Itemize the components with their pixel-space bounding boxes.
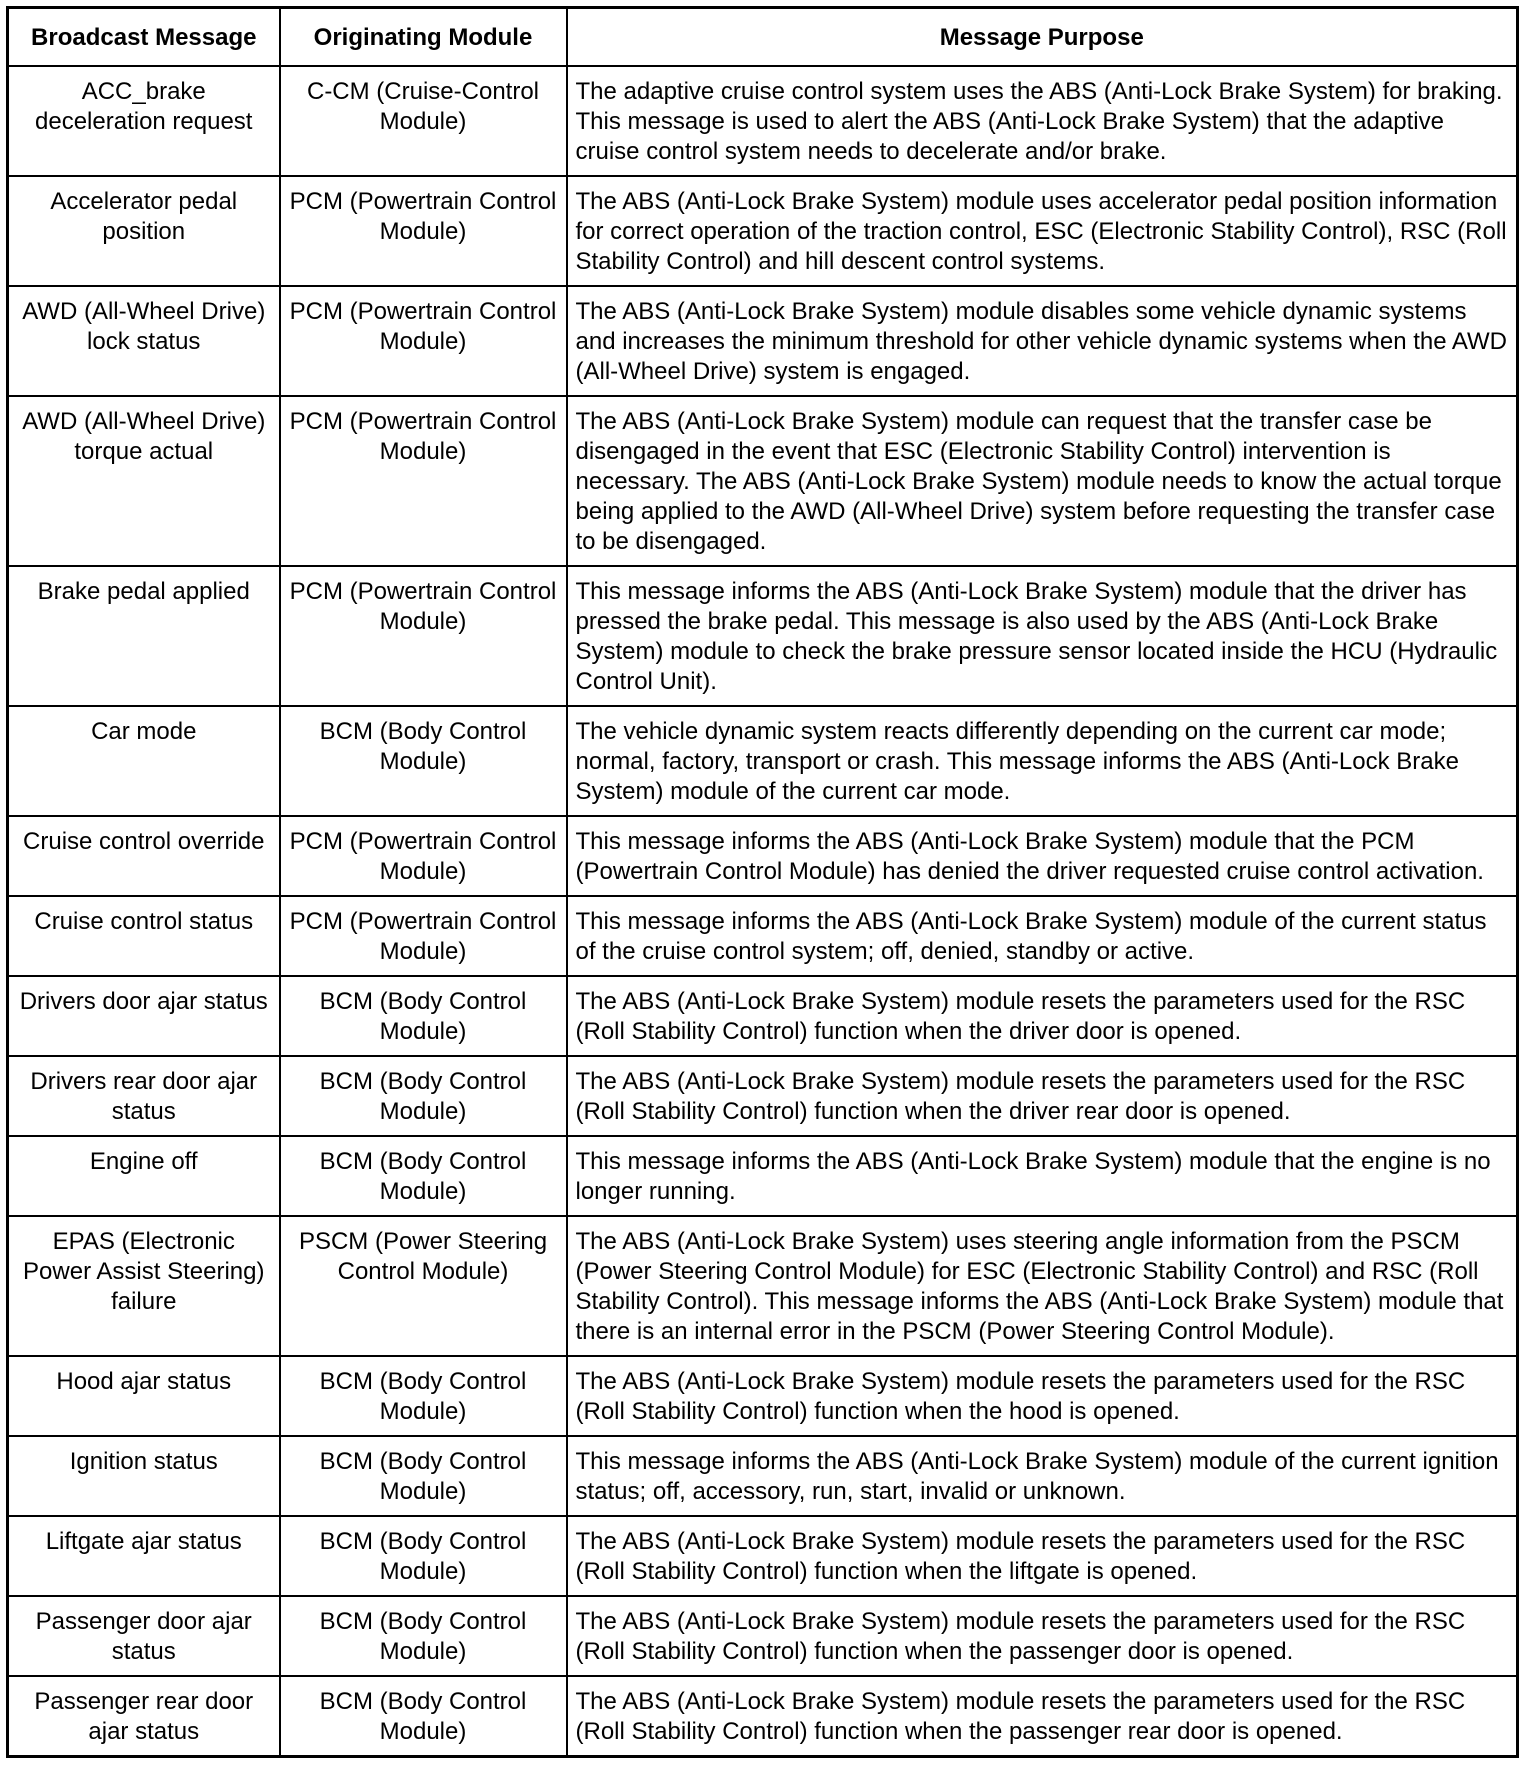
originating-module-cell: BCM (Body Control Module)	[280, 1596, 567, 1676]
table-row	[8, 706, 1518, 816]
broadcast-message-cell: AWD (All-Wheel Drive) torque actual	[8, 396, 280, 566]
broadcast-message-cell: EPAS (Electronic Power Assist Steering) failure	[8, 1216, 280, 1356]
originating-module-cell: C-CM (Cruise-Control Module)	[280, 66, 567, 176]
header-broadcast-message: Broadcast Message	[8, 8, 280, 67]
table-row	[8, 1436, 1518, 1516]
originating-module-cell: BCM (Body Control Module)	[280, 1356, 567, 1436]
originating-module-cell: PCM (Powertrain Control Module)	[280, 896, 567, 976]
table-row	[8, 1356, 1518, 1436]
table-row	[8, 566, 1518, 706]
broadcast-message-cell: ACC_brake deceleration request	[8, 66, 280, 176]
table-row	[8, 1216, 1518, 1356]
broadcast-message-cell: Drivers rear door ajar status	[8, 1056, 280, 1136]
table-body	[8, 66, 1518, 1757]
broadcast-message-cell: Passenger door ajar status	[8, 1596, 280, 1676]
originating-module-cell: BCM (Body Control Module)	[280, 976, 567, 1056]
table-header-row	[8, 8, 1518, 67]
broadcast-message-cell: Drivers door ajar status	[8, 976, 280, 1056]
broadcast-message-table	[6, 6, 1519, 1758]
message-purpose-cell: The ABS (Anti-Lock Brake System) uses steering angle information from the PSCM (Power Steering Control Module) for ESC (Electronic Stability Control) and RSC (Roll Stability Control). This message informs the ABS (Anti-Lock Brake System) module that there is an internal error in the PSCM (Power Steering Control Module).	[567, 1216, 1518, 1356]
originating-module-cell: PSCM (Power Steering Control Module)	[280, 1216, 567, 1356]
message-purpose-cell: The ABS (Anti-Lock Brake System) module resets the parameters used for the RSC (Roll Stability Control) function when the driver rear door is opened.	[567, 1056, 1518, 1136]
table-row	[8, 1516, 1518, 1596]
broadcast-message-cell: Engine off	[8, 1136, 280, 1216]
table-row	[8, 1136, 1518, 1216]
message-purpose-cell: This message informs the ABS (Anti-Lock Brake System) module of the current ignition status; off, accessory, run, start, invalid or unknown.	[567, 1436, 1518, 1516]
table-row	[8, 816, 1518, 896]
table-row	[8, 896, 1518, 976]
broadcast-message-cell: Accelerator pedal position	[8, 176, 280, 286]
message-purpose-cell: The ABS (Anti-Lock Brake System) module resets the parameters used for the RSC (Roll Stability Control) function when the hood is opened.	[567, 1356, 1518, 1436]
message-purpose-cell: This message informs the ABS (Anti-Lock Brake System) module that the PCM (Powertrain Control Module) has denied the driver requested cruise control activation.	[567, 816, 1518, 896]
originating-module-cell: BCM (Body Control Module)	[280, 706, 567, 816]
originating-module-cell: BCM (Body Control Module)	[280, 1676, 567, 1757]
broadcast-message-cell: Brake pedal applied	[8, 566, 280, 706]
message-purpose-cell: The adaptive cruise control system uses the ABS (Anti-Lock Brake System) for braking. This message is used to alert the ABS (Anti-Lock Brake System) that the adaptive cruise control system needs to decelerate and/or brake.	[567, 66, 1518, 176]
message-purpose-cell: The ABS (Anti-Lock Brake System) module disables some vehicle dynamic systems and increases the minimum threshold for other vehicle dynamic systems when the AWD (All-Wheel Drive) system is engaged.	[567, 286, 1518, 396]
broadcast-message-cell: Cruise control status	[8, 896, 280, 976]
originating-module-cell: BCM (Body Control Module)	[280, 1056, 567, 1136]
table-row	[8, 396, 1518, 566]
message-purpose-cell: The vehicle dynamic system reacts differently depending on the current car mode; normal, factory, transport or crash. This message informs the ABS (Anti-Lock Brake System) module of the current car mode.	[567, 706, 1518, 816]
broadcast-message-cell: Ignition status	[8, 1436, 280, 1516]
header-message-purpose: Message Purpose	[567, 8, 1518, 67]
broadcast-message-cell: Liftgate ajar status	[8, 1516, 280, 1596]
message-purpose-cell: The ABS (Anti-Lock Brake System) module resets the parameters used for the RSC (Roll Stability Control) function when the liftgate is opened.	[567, 1516, 1518, 1596]
table-row	[8, 286, 1518, 396]
table-row	[8, 176, 1518, 286]
table-row	[8, 1056, 1518, 1136]
message-purpose-cell: The ABS (Anti-Lock Brake System) module resets the parameters used for the RSC (Roll Stability Control) function when the passenger rear door is opened.	[567, 1676, 1518, 1757]
table-row	[8, 66, 1518, 176]
message-purpose-cell: This message informs the ABS (Anti-Lock Brake System) module of the current status of the cruise control system; off, denied, standby or active.	[567, 896, 1518, 976]
broadcast-message-cell: Cruise control override	[8, 816, 280, 896]
originating-module-cell: PCM (Powertrain Control Module)	[280, 286, 567, 396]
table-row	[8, 1676, 1518, 1757]
message-purpose-cell: This message informs the ABS (Anti-Lock Brake System) module that the driver has pressed the brake pedal. This message is also used by the ABS (Anti-Lock Brake System) module to check the brake pressure sensor located inside the HCU (Hydraulic Control Unit).	[567, 566, 1518, 706]
message-purpose-cell: The ABS (Anti-Lock Brake System) module resets the parameters used for the RSC (Roll Stability Control) function when the passenger door is opened.	[567, 1596, 1518, 1676]
originating-module-cell: BCM (Body Control Module)	[280, 1136, 567, 1216]
header-originating-module: Originating Module	[280, 8, 567, 67]
table-row	[8, 976, 1518, 1056]
broadcast-message-cell: AWD (All-Wheel Drive) lock status	[8, 286, 280, 396]
message-purpose-cell: This message informs the ABS (Anti-Lock Brake System) module that the engine is no longer running.	[567, 1136, 1518, 1216]
originating-module-cell: PCM (Powertrain Control Module)	[280, 176, 567, 286]
originating-module-cell: PCM (Powertrain Control Module)	[280, 816, 567, 896]
message-purpose-cell: The ABS (Anti-Lock Brake System) module can request that the transfer case be disengaged in the event that ESC (Electronic Stability Control) intervention is necessary. The ABS (Anti-Lock Brake System) module needs to know the actual torque being applied to the AWD (All-Wheel Drive) system before requesting the transfer case to be disengaged.	[567, 396, 1518, 566]
message-purpose-cell: The ABS (Anti-Lock Brake System) module resets the parameters used for the RSC (Roll Stability Control) function when the driver door is opened.	[567, 976, 1518, 1056]
originating-module-cell: PCM (Powertrain Control Module)	[280, 566, 567, 706]
originating-module-cell: BCM (Body Control Module)	[280, 1436, 567, 1516]
table-row	[8, 1596, 1518, 1676]
originating-module-cell: PCM (Powertrain Control Module)	[280, 396, 567, 566]
broadcast-message-cell: Passenger rear door ajar status	[8, 1676, 280, 1757]
originating-module-cell: BCM (Body Control Module)	[280, 1516, 567, 1596]
message-purpose-cell: The ABS (Anti-Lock Brake System) module uses accelerator pedal position information for correct operation of the traction control, ESC (Electronic Stability Control), RSC (Roll Stability Control) and hill descent control systems.	[567, 176, 1518, 286]
broadcast-message-cell: Car mode	[8, 706, 280, 816]
broadcast-message-cell: Hood ajar status	[8, 1356, 280, 1436]
